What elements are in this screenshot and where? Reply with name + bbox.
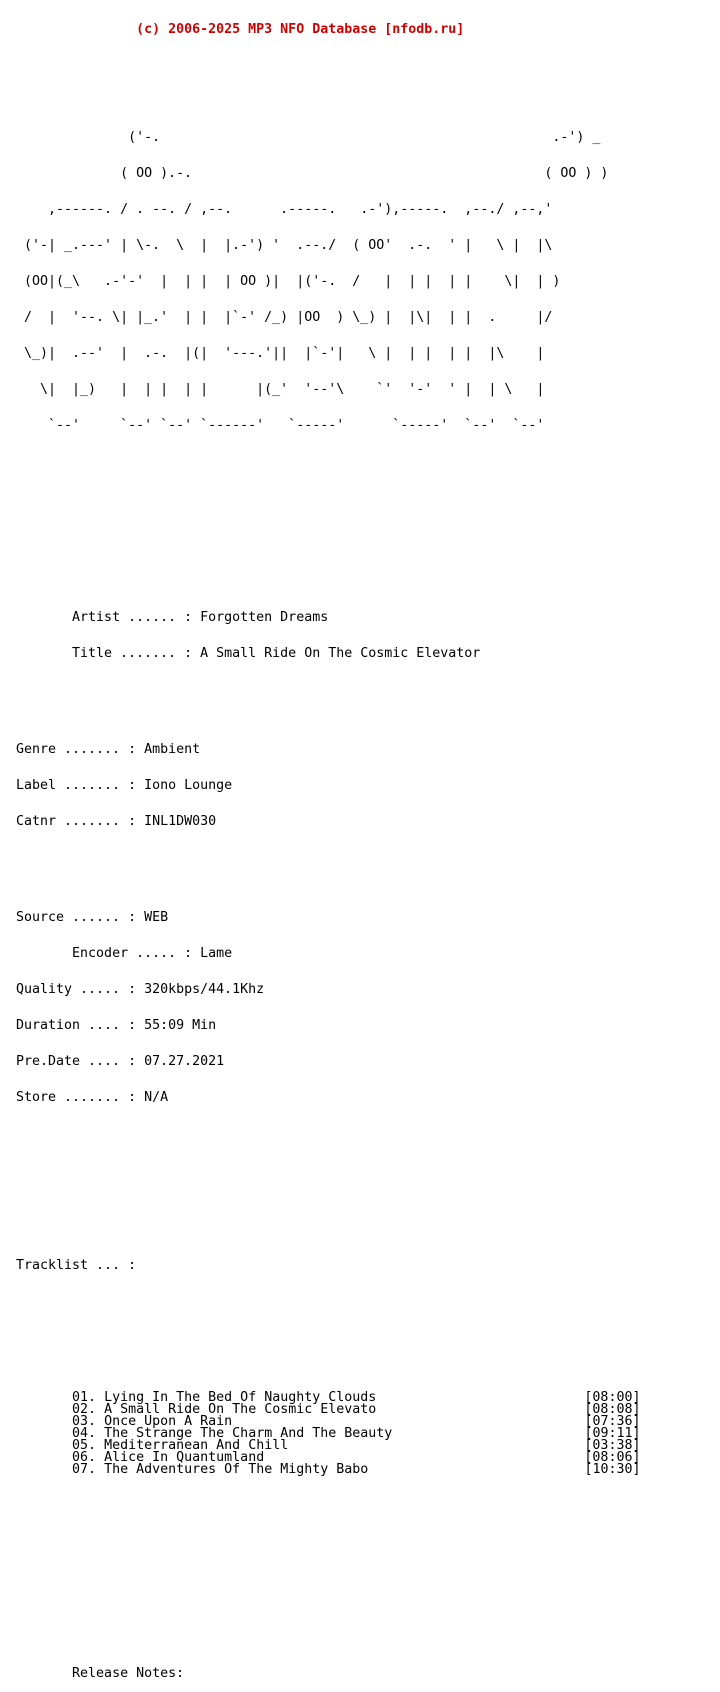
title-row xyxy=(16,648,640,660)
ascii-art-line: / | '--. \| |_.' | | |`-' /_) |OO ) \_) | |\| | | . |/ xyxy=(16,310,553,325)
store-value: N/A xyxy=(144,1090,169,1105)
track-duration: [03:38] xyxy=(584,1438,641,1453)
artist-row xyxy=(16,612,640,624)
track-duration: [07:36] xyxy=(584,1414,641,1429)
quality-label: Quality ..... : xyxy=(16,982,145,997)
encoder-label: Encoder ..... : xyxy=(16,946,201,961)
duration-label: Duration .... : xyxy=(16,1018,145,1033)
artist-label: Artist ...... : xyxy=(16,610,201,625)
track-number: 03. xyxy=(72,1414,97,1429)
predate-row xyxy=(16,1056,640,1068)
predate-label: Pre.Date .... : xyxy=(16,1054,145,1069)
track-duration: [08:08] xyxy=(584,1402,641,1417)
label-label: Label ....... : xyxy=(16,778,145,793)
catnr-value: INL1DW030 xyxy=(144,814,217,829)
ascii-art-line: ,------. / . --. / ,--. .-----. .-'),-----. ,--./ ,--,' xyxy=(16,202,553,217)
track-number: 04. xyxy=(72,1426,97,1441)
track-title: Mediterranean And Chill xyxy=(104,1438,289,1453)
source-value: WEB xyxy=(144,910,169,925)
ascii-art-line: ('-| _.---' | \-. \ | |.-') ' .--./ ( OO' .-. ' | \ | |\ xyxy=(16,238,553,253)
track-duration: [10:30] xyxy=(584,1462,641,1477)
release-notes-heading: Release Notes: xyxy=(16,1666,185,1681)
genre-value: Ambient xyxy=(144,742,201,757)
track-duration: [08:06] xyxy=(584,1450,641,1465)
track-number: 07. xyxy=(72,1462,97,1477)
ascii-art-line: \_)| .--' | .-. |(| '---.'|| |`-'| \ | | | | | |\ | xyxy=(16,346,545,361)
encoder-row xyxy=(16,948,640,960)
duration-value: 55:09 Min xyxy=(144,1018,217,1033)
artist-value: Forgotten Dreams xyxy=(200,610,329,625)
track-title: The Adventures Of The Mighty Babo xyxy=(104,1462,369,1477)
catnr-row xyxy=(16,816,640,828)
ascii-art-line: (OO|(_\ .-'-' | | | | OO )| |('-. / | | | | | \| | ) xyxy=(16,274,561,289)
track-title: A Small Ride On The Cosmic Elevato xyxy=(104,1402,377,1417)
ascii-art-line: ( OO ).-. ( OO ) ) xyxy=(16,166,609,181)
track-title: Lying In The Bed Of Naughty Clouds xyxy=(104,1390,377,1405)
track-number: 06. xyxy=(72,1450,97,1465)
ascii-art-line: ('-. .-') _ xyxy=(16,130,601,145)
title-value: A Small Ride On The Cosmic Elevator xyxy=(200,646,481,661)
track-number: 05. xyxy=(72,1438,97,1453)
quality-value: 320kbps/44.1Khz xyxy=(144,982,265,997)
track-title: Alice In Quantumland xyxy=(104,1450,265,1465)
track-number: 02. xyxy=(72,1402,97,1417)
duration-row xyxy=(16,1020,640,1032)
store-row xyxy=(16,1092,640,1104)
quality-row xyxy=(16,984,640,996)
track-number: 01. xyxy=(72,1390,97,1405)
encoder-value: Lame xyxy=(200,946,233,961)
track-title: The Strange The Charm And The Beauty xyxy=(104,1426,393,1441)
tracklist-heading: Tracklist ... : xyxy=(16,1258,137,1273)
title-label: Title ....... : xyxy=(16,646,201,661)
track-row xyxy=(16,1464,640,1476)
genre-label: Genre ....... : xyxy=(16,742,145,757)
track-duration: [09:11] xyxy=(584,1426,641,1441)
source-label: Source ...... : xyxy=(16,910,145,925)
ascii-art-line: `--' `--' `--' `------' `-----' `-----' `--' `--' xyxy=(16,418,545,433)
label-value: Iono Lounge xyxy=(144,778,233,793)
catnr-label: Catnr ....... : xyxy=(16,814,145,829)
track-duration: [08:00] xyxy=(584,1390,641,1405)
label-row xyxy=(16,780,640,792)
source-row xyxy=(16,912,640,924)
track-title: Once Upon A Rain xyxy=(104,1414,233,1429)
copyright-header: (c) 2006-2025 MP3 NFO Database [nfodb.ru] xyxy=(16,22,465,37)
nfo-document xyxy=(16,0,640,1692)
ascii-art-line: \| |_) | | | | | |(_' '--'\ `' '-' ' | | \ | xyxy=(16,382,545,397)
store-label: Store ....... : xyxy=(16,1090,145,1105)
genre-row xyxy=(16,744,640,756)
ascii-art-line xyxy=(16,96,640,108)
tracklist xyxy=(16,1392,640,1476)
ascii-art-logo xyxy=(16,72,640,456)
predate-value: 07.27.2021 xyxy=(144,1054,225,1069)
